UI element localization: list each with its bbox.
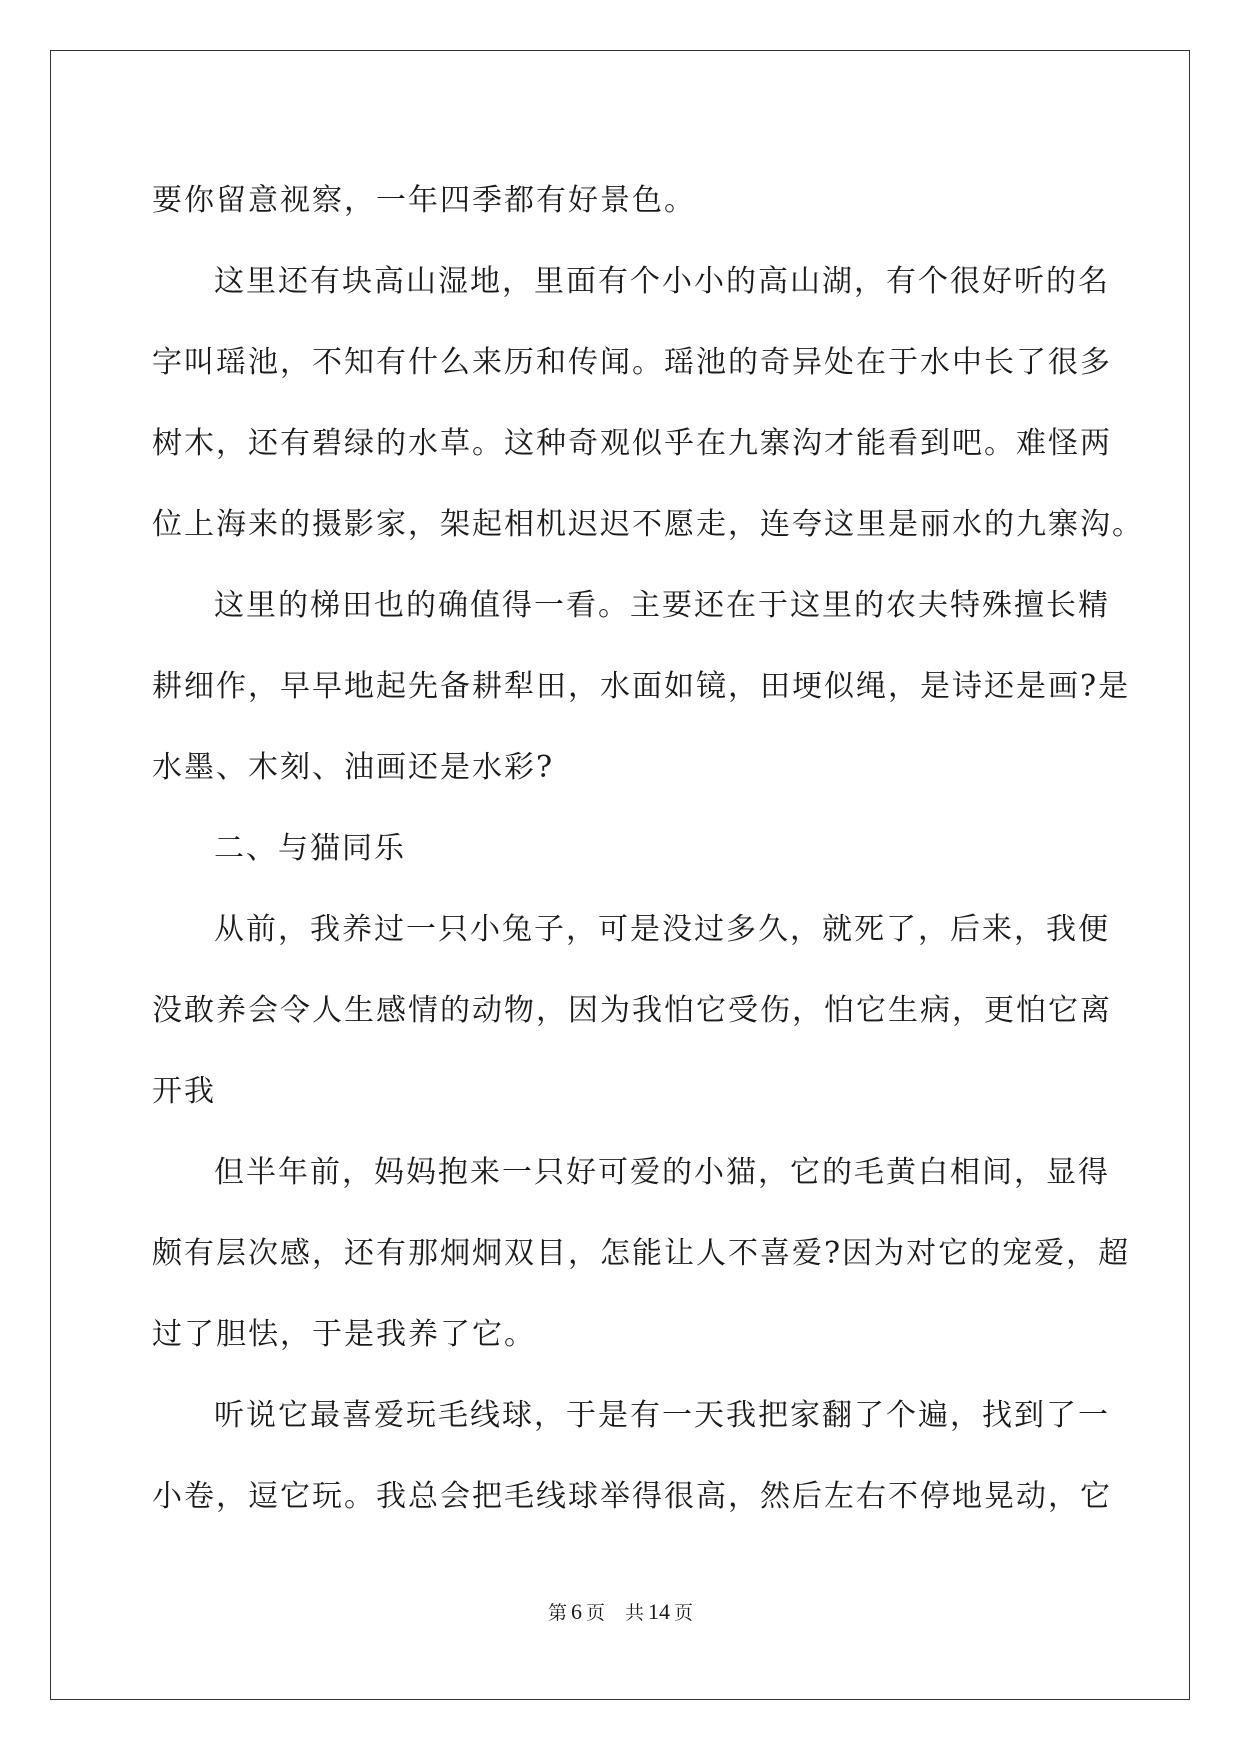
text-line: 过了胆怯，于是我养了它。 <box>152 1317 536 1352</box>
text-line: 听说它最喜爱玩毛线球，于是有一天我把家翻了个遍，找到了一 <box>214 1398 1110 1433</box>
text-line: 但半年前，妈妈抱来一只好可爱的小猫，它的毛黄白相间，显得 <box>214 1155 1110 1190</box>
total-prefix: 共 <box>625 1602 645 1624</box>
total-unit: 页 <box>674 1602 694 1624</box>
page-unit: 页 <box>585 1602 605 1624</box>
text-line: 没敢养会令人生感情的动物，因为我怕它受伤，怕它生病，更怕它离 <box>152 993 1112 1028</box>
total-page-count: 14 <box>648 1599 671 1624</box>
section-heading: 二、与猫同乐 <box>214 831 406 866</box>
current-page-number: 6 <box>570 1599 582 1624</box>
text-line: 这里的梯田也的确值得一看。主要还在于这里的农夫特殊擅长精 <box>214 588 1110 623</box>
text-line: 小卷，逗它玩。我总会把毛线球举得很高，然后左右不停地晃动，它 <box>152 1479 1112 1514</box>
text-line: 要你留意视察，一年四季都有好景色。 <box>152 183 696 218</box>
text-line: 耕细作，早早地起先备耕犁田，水面如镜，田埂似绳，是诗还是画?是 <box>152 669 1131 704</box>
page-prefix: 第 <box>547 1602 567 1624</box>
text-line: 树木，还有碧绿的水草。这种奇观似乎在九寨沟才能看到吧。难怪两 <box>152 426 1112 461</box>
document-body <box>152 160 1144 1537</box>
text-line: 这里还有块高山湿地，里面有个小小的高山湖，有个很好听的名 <box>214 264 1110 299</box>
text-line: 字叫瑶池，不知有什么来历和传闻。瑶池的奇异处在于水中长了很多 <box>152 345 1112 380</box>
text-line: 位上海来的摄影家，架起相机迟迟不愿走，连夸这里是丽水的九寨沟。 <box>152 507 1144 542</box>
text-line: 开我 <box>152 1074 216 1109</box>
page-footer <box>0 1598 1241 1625</box>
text-line: 从前，我养过一只小兔子，可是没过多久，就死了，后来，我便 <box>214 912 1110 947</box>
text-line: 颇有层次感，还有那炯炯双目，怎能让人不喜爱?因为对它的宠爱，超 <box>152 1236 1131 1271</box>
text-line: 水墨、木刻、油画还是水彩? <box>152 750 555 785</box>
